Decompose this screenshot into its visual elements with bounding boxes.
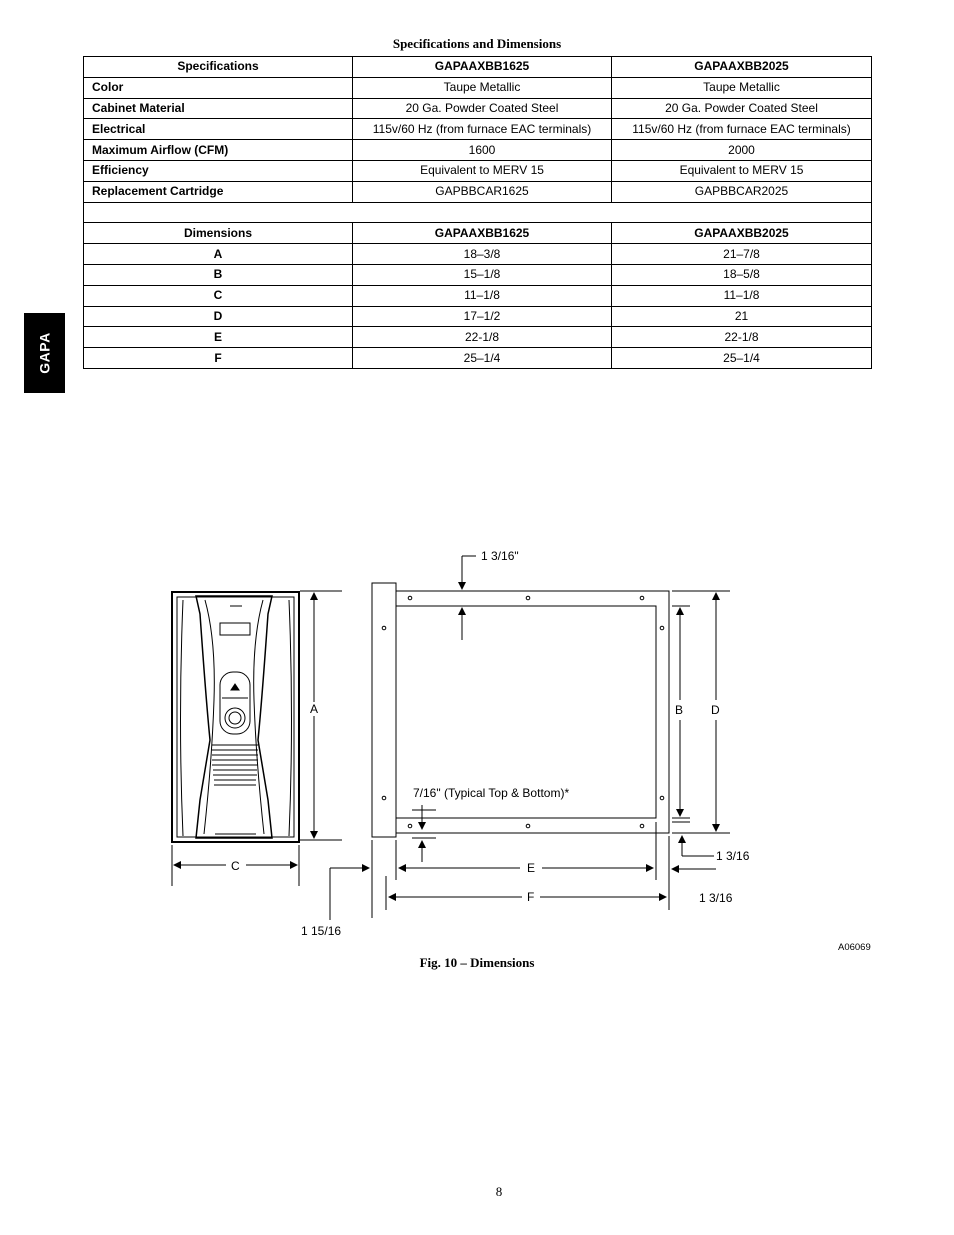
figure-caption: Fig. 10 – Dimensions (419, 955, 535, 970)
table-cell: 22-1/8 (612, 327, 872, 348)
dimension-c-label: C (231, 859, 240, 873)
table-cell: 11–1/8 (353, 285, 612, 306)
dimension-d-label: D (711, 703, 720, 717)
table-cell: 15–1/8 (353, 264, 612, 285)
dimension-top-offset-label: 1 3/16" (481, 549, 519, 563)
table-header-cell: Specifications (84, 57, 353, 78)
dimension-e-label: E (527, 861, 536, 875)
table-cell: 17–1/2 (353, 306, 612, 327)
dimension-b-label: B (675, 703, 684, 717)
table-cell: 21–7/8 (612, 244, 872, 265)
table-row-label: B (84, 264, 353, 285)
table-row-label: Color (84, 77, 353, 98)
page-number: 8 (495, 1184, 503, 1199)
table-cell: 115v/60 Hz (from furnace EAC terminals) (353, 119, 612, 140)
table-row-label: Cabinet Material (84, 98, 353, 119)
table-row-label: Efficiency (84, 160, 353, 181)
dimension-typical-label: 7/16" (Typical Top & Bottom)* (413, 786, 570, 800)
table-row-label: D (84, 306, 353, 327)
table-row-label: Electrical (84, 119, 353, 140)
dimension-left-offset-label: 1 15/16 (301, 924, 342, 938)
table-cell: 18–5/8 (612, 264, 872, 285)
table-cell: 115v/60 Hz (from furnace EAC terminals) (612, 119, 872, 140)
dimension-f (372, 840, 666, 918)
table-cell: Taupe Metallic (353, 77, 612, 98)
dimension-e (396, 840, 653, 880)
dimension-a-label: A (310, 702, 319, 716)
table-row-label: A (84, 244, 353, 265)
table-title: Specifications and Dimensions (392, 36, 562, 51)
table-header-cell: GAPAAXBB1625 (353, 223, 612, 244)
table-header-cell: GAPAAXBB2025 (612, 223, 872, 244)
table-cell: Equivalent to MERV 15 (353, 160, 612, 181)
table-cell: 11–1/8 (612, 285, 872, 306)
table-header-cell: Dimensions (84, 223, 353, 244)
table-cell: 2000 (612, 140, 872, 161)
dimension-f-label: F (527, 890, 535, 904)
cabinet-front-view (172, 592, 299, 842)
table-cell: 21 (612, 306, 872, 327)
dimension-bottom-offset-1-label: 1 3/16 (716, 849, 750, 863)
table-header-cell: GAPAAXBB1625 (353, 57, 612, 78)
dimension-top-offset (462, 556, 476, 640)
table-header-cell: GAPAAXBB2025 (612, 57, 872, 78)
dimension-left-offset (330, 868, 369, 920)
table-cell: 22-1/8 (353, 327, 612, 348)
dimension-a (300, 591, 342, 840)
table-row-label: C (84, 285, 353, 306)
table-row-label: Maximum Airflow (CFM) (84, 140, 353, 161)
table-row-label: F (84, 348, 353, 369)
table-row-label: Replacement Cartridge (84, 181, 353, 202)
figure-code: A06069 (838, 942, 871, 953)
side-tab-label: GAPA (36, 332, 53, 374)
dimension-bottom-offset-2-label: 1 3/16 (699, 891, 733, 905)
table-cell: 25–1/4 (612, 348, 872, 369)
table-cell: Taupe Metallic (612, 77, 872, 98)
dimension-bottom-offset-1 (672, 822, 714, 856)
table-cell: GAPBBCAR2025 (612, 181, 872, 202)
table-cell: Equivalent to MERV 15 (612, 160, 872, 181)
table-cell: 1600 (353, 140, 612, 161)
table-row-label: E (84, 327, 353, 348)
table-cell: 20 Ga. Powder Coated Steel (353, 98, 612, 119)
table-cell: 20 Ga. Powder Coated Steel (612, 98, 872, 119)
table-cell: 18–3/8 (353, 244, 612, 265)
table-cell: GAPBBCAR1625 (353, 181, 612, 202)
table-cell: 25–1/4 (353, 348, 612, 369)
